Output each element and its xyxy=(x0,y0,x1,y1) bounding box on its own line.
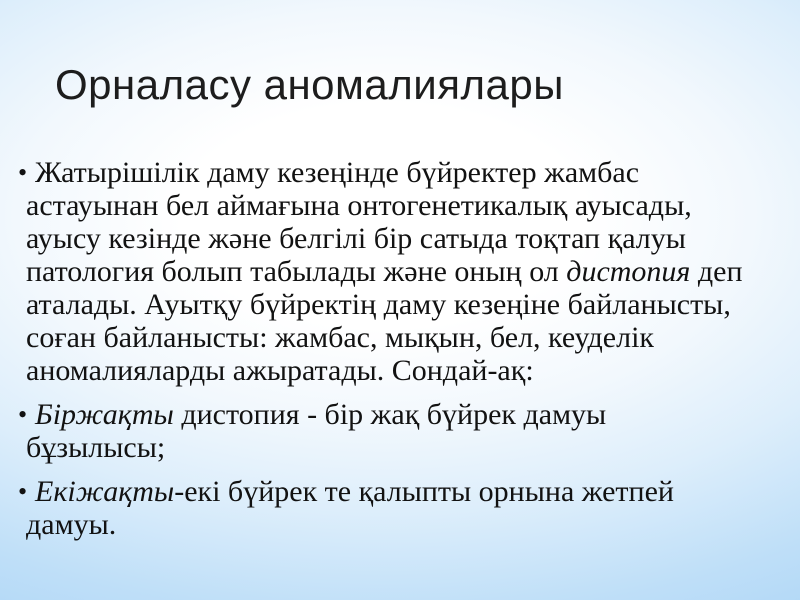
slide-title: Орналасу аномалиялары xyxy=(55,61,564,108)
bullet-item xyxy=(18,475,790,541)
bullet-item xyxy=(18,398,790,464)
bullet-item xyxy=(18,156,790,387)
bullet-text: Жатырішілік даму кезеңінде бүйректер жамбас астауынан бел аймағына онтогенетикалық ауысады, ауысу кезінде және белгілі бір сатыда тоқтап қалуы патология болып табылады және оның ол дистопия деп аталады. Ауытқу бүйректің даму кезеңіне байланысты, соған байланысты: жамбас, мықын, бел, кеуделік аномалияларды ажыратады. Сондай-ақ: xyxy=(26,156,743,387)
bullet-marker: • xyxy=(18,158,28,187)
bullet-list xyxy=(0,156,800,552)
bullet-text: Екіжақты-екі бүйрек те қалыпты орнына жетпей дамуы. xyxy=(26,475,674,541)
bullet-text: Біржақты дистопия - бір жақ бүйрек дамуы бұзылысы; xyxy=(26,398,607,464)
bullet-marker: • xyxy=(18,477,28,506)
bullet-marker: • xyxy=(18,400,28,429)
